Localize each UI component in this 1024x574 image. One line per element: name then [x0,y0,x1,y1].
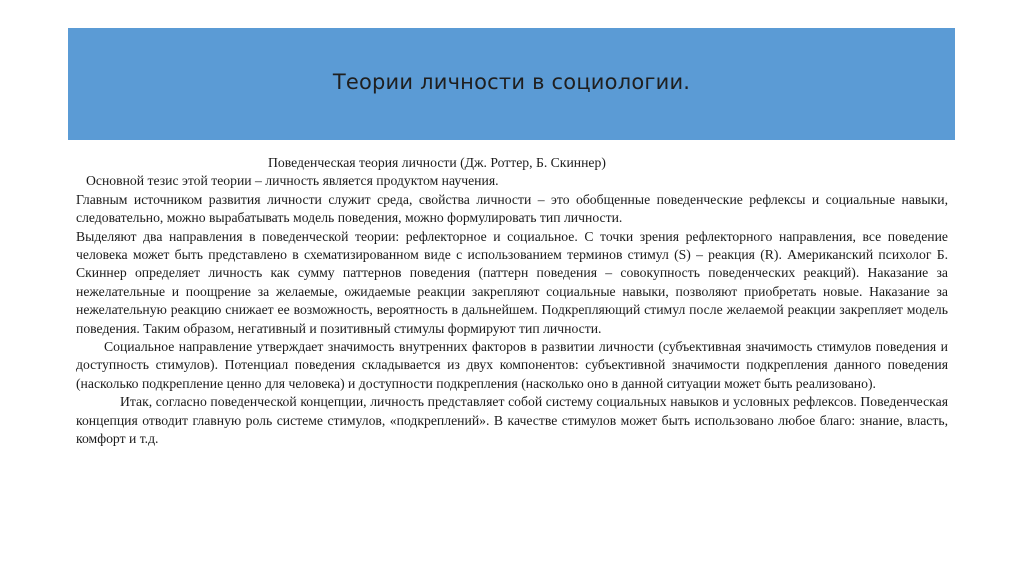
paragraph-thesis: Основной тезис этой теории – личность является продуктом научения. [86,173,499,189]
slide-title: Теории личности в социологии. [332,70,691,94]
paragraph-social: Социальное направление утверждает значимость внутренних факторов в развитии личности (субъективная значимость стимулов поведения и доступность стимулов). Потенциал поведения складывается из двух компонентов: субъективной значимости подкрепления данного поведения (насколько подкрепление ценно для человека) и доступности подкрепления (насколько оно в данной ситуации может быть реализовано). [76,339,948,391]
title-banner [68,28,955,140]
paragraph-source: Главным источником развития личности служит среда, свойства личности – это обобщенные поведенческие рефлексы и социальные навыки, следовательно, можно вырабатывать модель поведения, можно формулировать тип личности. [76,191,948,226]
paragraph-directions: Выделяют два направления в поведенческой теории: рефлекторное и социальное. С точки зрения рефлекторного направления, все поведение человека может быть представлено в схематизированном виде с использованием терминов стимул (S) – реакция (R). Американский психолог Б. Скиннер определяет личность как сумму паттернов поведения (паттерн поведения – совокупность поведенческих реакций). Наказание за нежелательные и поощрение за желаемые, ожидаемые реакции закрепляют социальные навыки, позволяют приобретать новые. Наказание за нежелательную реакцию снижает ее возможность, вероятность в дальнейшем. Подкрепляющий стимул после желаемой реакции закрепляет модель поведения. Таким образом, негативный и позитивный стимулы формируют тип личности. [76,228,948,336]
section-subtitle: Поведенческая теория личности (Дж. Роттер, Б. Скиннер) [268,155,606,170]
paragraph-conclusion: Итак, согласно поведенческой концепции, личность представляет собой систему социальных навыков и условных рефлексов. Поведенческая концепция отводит главную роль системе стимулов, «подкреплений». В качестве стимулов может быть использовано любое благо: знание, власть, комфорт и т.д. [76,394,948,447]
slide-body [76,154,948,449]
